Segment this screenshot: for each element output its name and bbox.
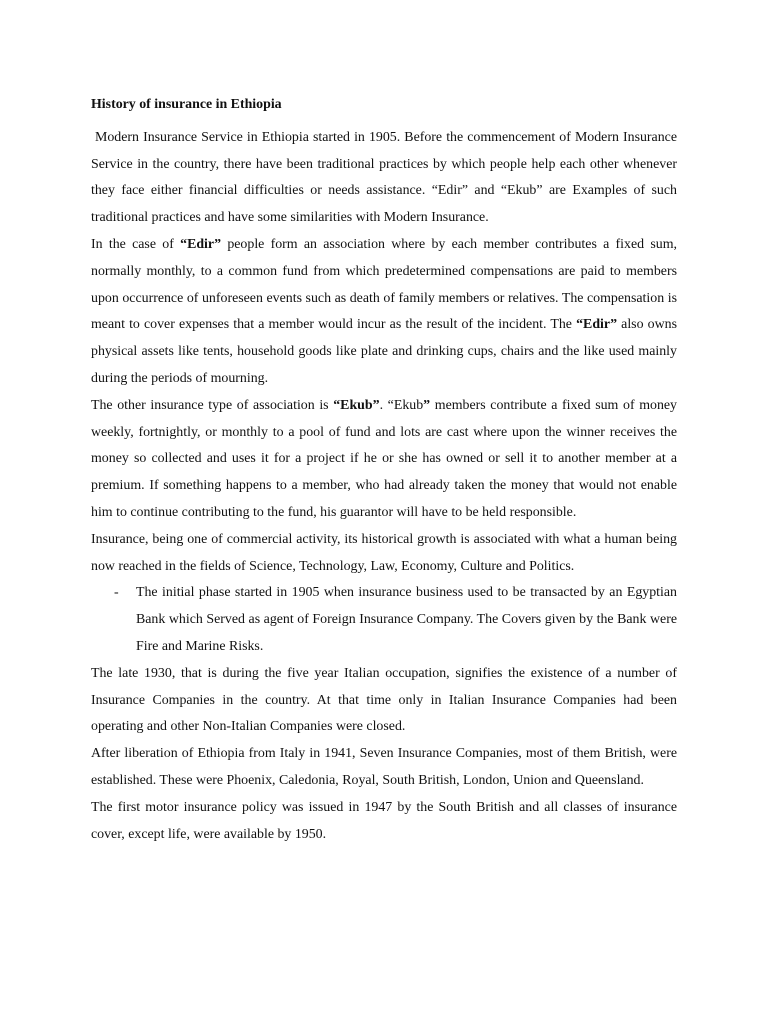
paragraph-insurance-growth: Insurance, being one of commercial activity, its historical growth is associated with what a human being now reached in the fields of Science, Technology, Law, Economy, Culture and Politics.: [91, 531, 677, 574]
dash-bullet: -: [114, 585, 119, 601]
document-title: History of insurance in Ethiopia: [91, 97, 282, 112]
paragraph-edir: [91, 232, 677, 393]
ekub-term: “Ekub”: [333, 397, 380, 413]
ekub-text-post: members contribute a fixed sum of money weekly, fortnightly, or monthly to a pool of fund and lots are cast where upon the winner receives the money so collected and uses it for a project if he or she has owned or sell it to another member at a premium. If something happens to a member, who had already taken the money that would not enable him to continue contributing to the fund, his guarantor will have to be held responsible.: [91, 397, 677, 520]
edir-text-pre: In the case of: [91, 236, 174, 252]
paragraph-ekub: [91, 393, 677, 527]
list-item: [91, 580, 677, 660]
paragraph-liberation: After liberation of Ethiopia from Italy in 1941, Seven Insurance Companies, most of them British, were established. These were Phoenix, Caledonia, Royal, South British, London, Union and Queensland.: [91, 746, 677, 788]
document-body: [91, 92, 677, 848]
paragraph-motor-insurance: The first motor insurance policy was issued in 1947 by the South British and all classes of insurance cover, except life, were available by 1950.: [91, 799, 677, 842]
history-list: [91, 580, 677, 660]
edir-text-post2: also owns physical assets like tents, household goods like plate and drinking cups, chairs and the like used mainly during the periods of mourning.: [91, 317, 677, 386]
ekub-text-pre: The other insurance type of association is: [91, 397, 329, 413]
edir-term: “Edir”: [180, 236, 222, 252]
edir-text-post: people form an association where by each member contributes a fixed sum, normally monthly, to a common fund from which predetermined compensations are paid to members upon occurrence of unforeseen events such as death of family members or relatives. The compensation is meant to cover expenses that a member would incur as the result of the incident. The: [91, 236, 677, 333]
paragraph-intro: Modern Insurance Service in Ethiopia started in 1905. Before the commencement of Modern Insurance Service in the country, there have been traditional practices by which people help each other whenever they face either financial difficulties or needs assistance. “Edir” and “Ekub” are Examples of such traditional practices and have some similarities with Modern Insurance.: [91, 129, 677, 226]
list-item-text: The initial phase started in 1905 when insurance business used to be transacted by an Egyptian Bank which Served as agent of Foreign Insurance Company. The Covers given by the Bank were Fire and Marine Risks.: [136, 585, 677, 654]
ekub-quote-close: ”: [423, 397, 431, 413]
ekub-text-mid: . “Ekub: [379, 397, 424, 413]
paragraph-italian-occupation: The late 1930, that is during the five year Italian occupation, signifies the existence of a number of Insurance Companies in the country. At that time only in Italian Insurance Companies had been operating and other Non-Italian Companies were closed.: [91, 665, 677, 735]
edir-term-second: “Edir”: [576, 317, 618, 333]
